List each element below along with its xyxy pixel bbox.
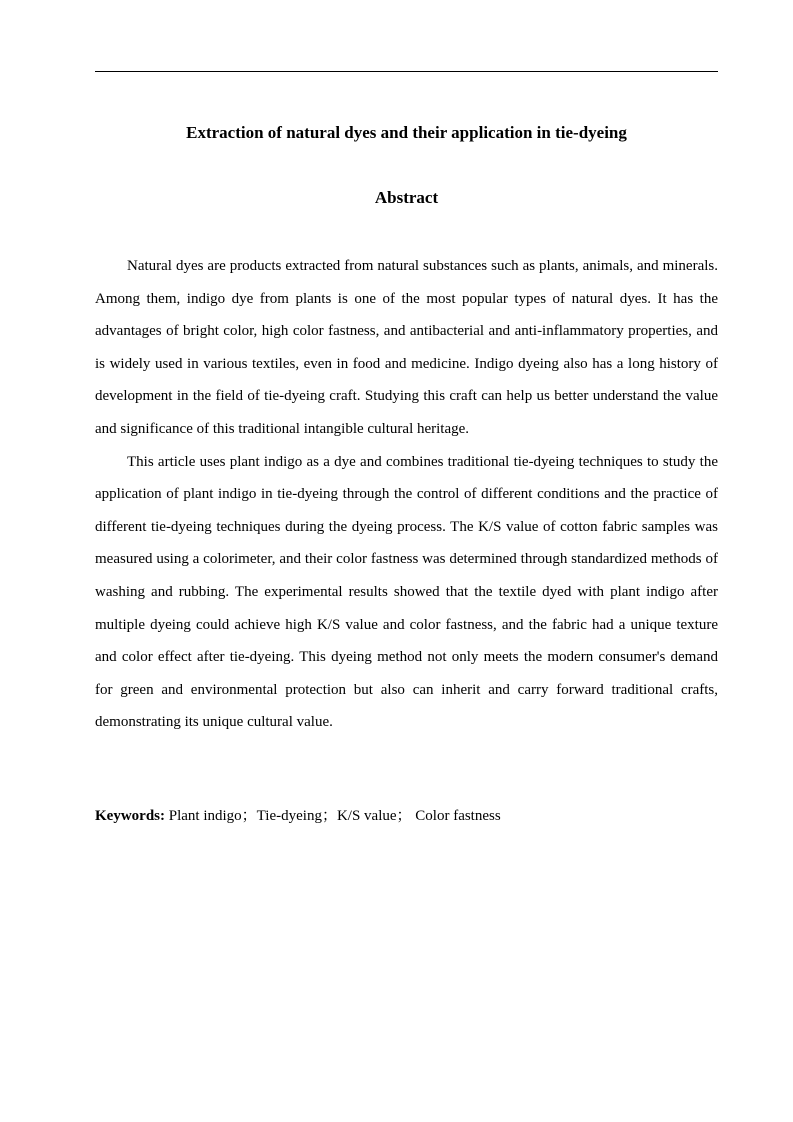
keywords-list: Plant indigo；Tie-dyeing；K/S value； Color fastness <box>165 808 501 824</box>
abstract-paragraph-1: Natural dyes are products extracted from natural substances such as plants, animals, and minerals. Among them, indigo dye from plants is one of the most popular types of natural dyes. It has the advantages of bright color, high color fastness, and antibacterial and anti-inflammatory properties, and is widely used in various textiles, even in food and medicine. Indigo dyeing also has a long history of development in the field of tie-dyeing craft. Studying this craft can help us better understand the value and significance of this traditional intangible cultural heritage. <box>95 258 718 437</box>
abstract-body <box>95 250 718 739</box>
keywords-label: Keywords: <box>95 808 165 824</box>
keywords-line <box>95 804 718 828</box>
paper-title: Extraction of natural dyes and their application in tie-dyeing <box>186 123 627 142</box>
abstract-paragraph-2: This article uses plant indigo as a dye and combines traditional tie-dyeing techniques to study the application of plant indigo in tie-dyeing through the control of different conditions and the practice of different tie-dyeing techniques during the dyeing process. The K/S value of cotton fabric samples was measured using a colorimeter, and their color fastness was determined through standardized methods of washing and rubbing. The experimental results showed that the textile dyed with plant indigo after multiple dyeing could achieve high K/S value and color fastness, and the fabric had a unique texture and color effect after tie-dyeing. This dyeing method not only meets the modern consumer's demand for green and environmental protection but also can inherit and carry forward traditional crafts, demonstrating its unique cultural value. <box>95 453 718 731</box>
abstract-heading: Abstract <box>374 188 439 207</box>
header-rule <box>95 71 718 72</box>
